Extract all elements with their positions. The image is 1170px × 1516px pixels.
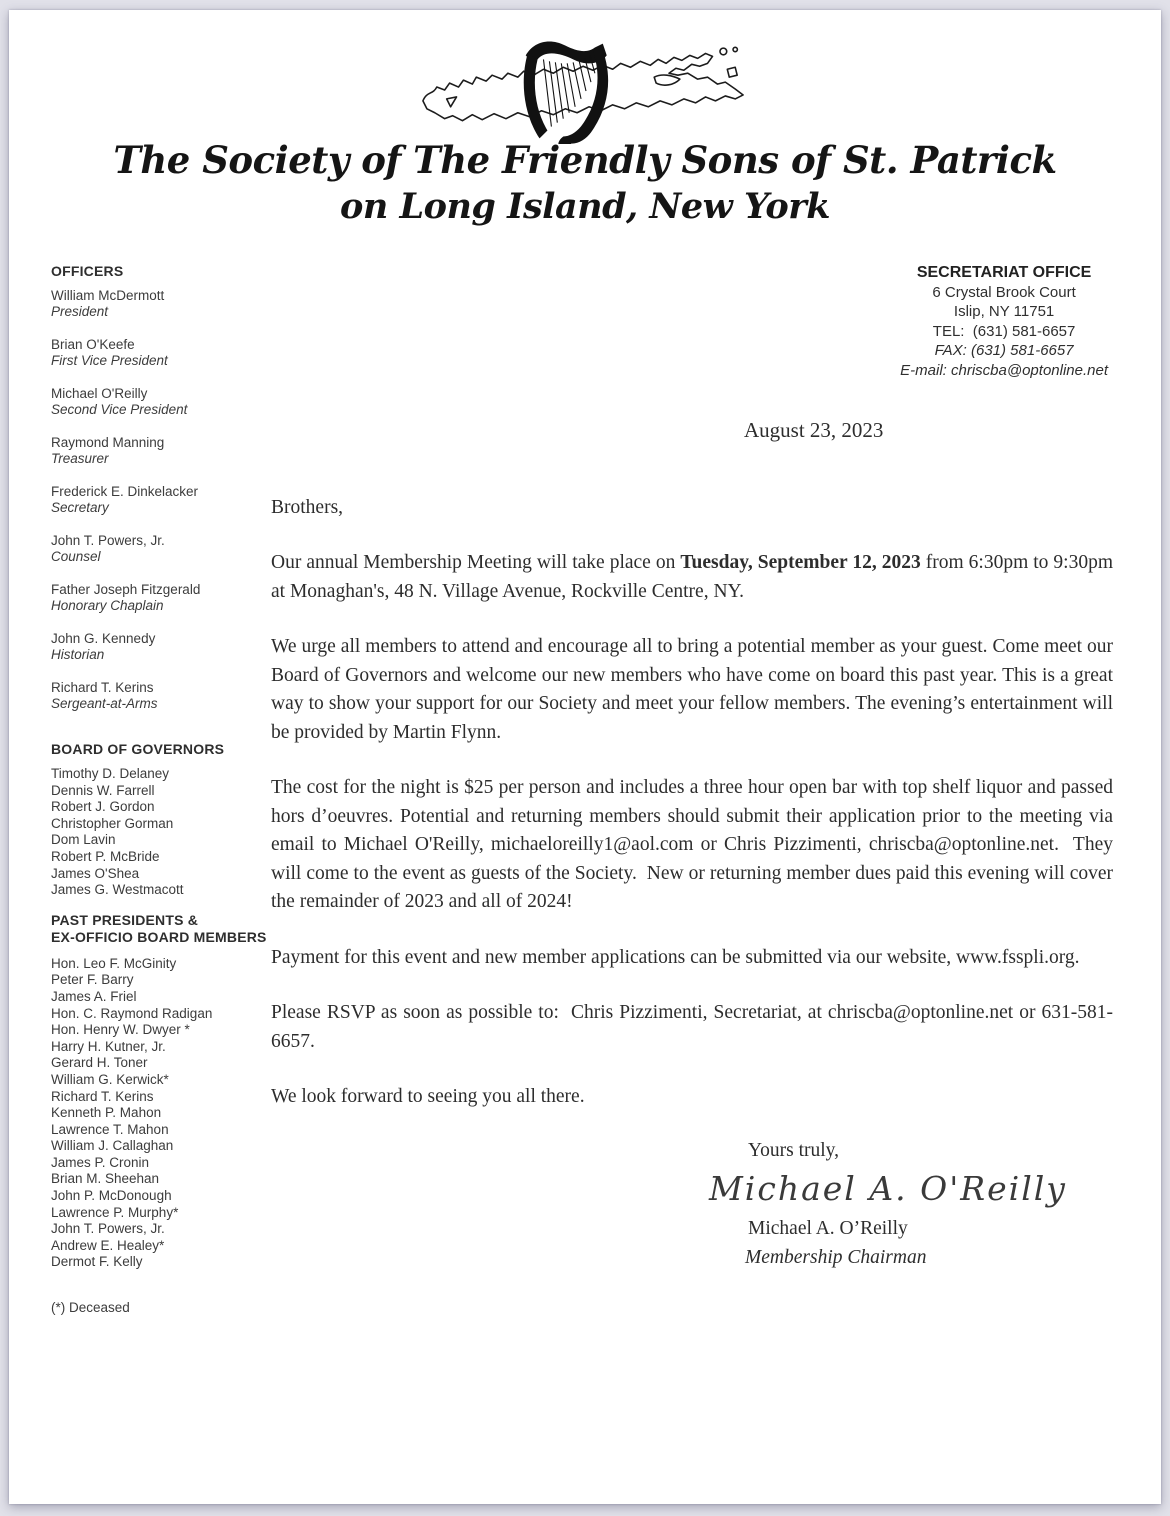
officer-entry [51,337,267,369]
society-title [9,136,1161,230]
officer-entry [51,680,267,712]
officer-title: Treasurer [51,451,109,466]
past-presidents-header-line2: EX-OFFICIO BOARD MEMBERS [51,928,267,945]
past-president-name: Peter F. Barry [51,972,134,988]
sidebar [51,263,267,1316]
paragraph-payment-website: Payment for this event and new member applications can be submitted via our website, www.fsspli.org. [271,946,1080,968]
secretariat-address-line2: Islip, NY 11751 [953,303,1055,320]
past-presidents-header [51,912,267,946]
past-president-name: James P. Cronin [51,1154,150,1170]
past-presidents-list [51,956,267,1271]
officer-title: Second Vice President [51,402,188,417]
officer-entry [51,533,267,565]
past-president-name: Hon. C. Raymond Radigan [51,1005,213,1021]
officer-entry [51,288,267,320]
letter-date: August 23, 2023 [744,418,884,442]
officer-name: Father Joseph Fitzgerald [51,582,201,597]
officer-entry [51,386,267,418]
p1-meeting-date: Tuesday, September 12, 2023 [680,552,921,573]
officer-name: John G. Kennedy [51,631,156,646]
past-president-name: Hon. Henry W. Dwyer * [51,1022,190,1038]
past-president-name: Lawrence T. Mahon [51,1121,169,1137]
officer-title: Honorary Chaplain [51,598,164,613]
governor-name: James G. Westmacott [51,882,184,898]
governor-name: James O'Shea [51,865,140,881]
past-president-name: Gerard H. Toner [51,1055,148,1071]
secretariat-tel: TEL: (631) 581-6657 [932,322,1076,340]
past-president-name: John T. Powers, Jr. [51,1221,165,1237]
officers-list [51,288,267,712]
paragraph-urge-attend: We urge all members to attend and encourage all to bring a potential member as your guest. Come meet our Board of Governors and welcome our new members who have come on board this past year. This is a great way to show your support for our Society and meet your fellow members. The evening’s entertainment will be provided by Martin Flynn. [271,636,1113,743]
officer-name: William McDermott [51,288,165,303]
closing-line: Yours truly, [748,1139,840,1161]
secretariat-office-block [900,263,1108,380]
governors-section [51,741,267,899]
society-title-line2: on Long Island, New York [340,186,830,227]
officer-title: Historian [51,647,105,662]
officer-title: Counsel [51,549,101,564]
officer-name: John T. Powers, Jr. [51,533,165,548]
past-presidents-section [51,912,267,1316]
past-president-name: William J. Callaghan [51,1138,174,1154]
society-title-line1: The Society of The Friendly Sons of St. Patrick [113,138,1057,182]
officers-header: OFFICERS [51,263,124,279]
officer-name: Richard T. Kerins [51,680,154,695]
officer-title: Secretary [51,500,109,515]
paragraph-rsvp: Please RSVP as soon as possible to: Chris Pizzimenti, Secretariat, at chriscba@optonline.net or 631-581-6657. [271,1002,1113,1052]
deceased-note: (*) Deceased [51,1300,130,1316]
past-president-name: Kenneth P. Mahon [51,1105,162,1121]
governor-name: Dennis W. Farrell [51,782,155,798]
past-president-name: John P. McDonough [51,1188,172,1204]
officer-entry [51,631,267,663]
secretariat-address-line1: 6 Crystal Brook Court [932,283,1076,301]
past-presidents-header-line1: PAST PRESIDENTS & [51,911,199,928]
secretariat-email: E-mail: chriscba@optonline.net [900,361,1108,379]
harp-icon [524,42,608,144]
letter-page [9,10,1161,1504]
past-president-name: Dermot F. Kelly [51,1254,143,1270]
governor-name: Robert J. Gordon [51,799,155,815]
officer-title: Sergeant-at-Arms [51,696,158,711]
signature-script: Michael A. O'Reilly [709,1169,1067,1208]
past-president-name: William G. Kerwick* [51,1071,169,1087]
officer-entry [51,484,267,516]
secretariat-header: SECRETARIAT OFFICE [916,264,1092,281]
governor-name: Timothy D. Delaney [51,766,170,781]
salutation: Brothers, [271,496,344,518]
past-president-name: Lawrence P. Murphy* [51,1204,179,1220]
governors-header: BOARD OF GOVERNORS [51,741,225,757]
officer-name: Michael O'Reilly [51,386,148,401]
governor-name: Dom Lavin [51,832,116,848]
past-president-name: Hon. Leo F. McGinity [51,955,177,971]
past-president-name: Brian M. Sheehan [51,1171,160,1187]
officer-title: President [51,304,109,319]
officer-title: First Vice President [51,353,168,368]
signer-name: Michael A. O’Reilly [748,1218,908,1239]
governor-name: Robert P. McBride [51,848,160,864]
paragraph-meeting-announcement [271,549,1113,606]
officer-entry [51,435,267,467]
governor-name: Christopher Gorman [51,815,174,831]
past-president-name: James A. Friel [51,988,137,1004]
paragraph-look-forward: We look forward to seeing you all there. [271,1086,585,1107]
p1-before: Our annual Membership Meeting will take place on [271,552,681,573]
officer-name: Frederick E. Dinkelacker [51,484,199,499]
letterhead-logo [417,38,753,144]
signer-title: Membership Chairman [745,1246,927,1268]
p1-after: from 6:30pm to 9:30pm at Monaghan's, 48 N. Village Avenue, Rockville Centre, NY. [271,552,1113,602]
governors-list [51,766,267,899]
past-president-name: Richard T. Kerins [51,1088,154,1104]
past-president-name: Andrew E. Healey* [51,1237,165,1253]
past-president-name: Harry H. Kutner, Jr. [51,1038,166,1054]
officer-name: Raymond Manning [51,435,165,450]
officer-name: Brian O'Keefe [51,337,135,352]
officer-entry [51,582,267,614]
letter-body [271,408,1113,1272]
long-island-harp-logo [417,38,753,144]
secretariat-fax: FAX: (631) 581-6657 [934,342,1074,359]
paragraph-cost-details: The cost for the night is $25 per person and includes a three hour open bar with top shelf liquor and passed hors d’oeuvres. Potential and returning members should submit their application prior to the meeting via email to Michael O'Reilly, michaeloreilly1@aol.com or Chris Pizzimenti, chriscba@optonline.net. They will come to the event as guests of the Society. New or returning member dues paid this evening will cover the remainder of 2023 and all of 2024! [271,777,1113,912]
